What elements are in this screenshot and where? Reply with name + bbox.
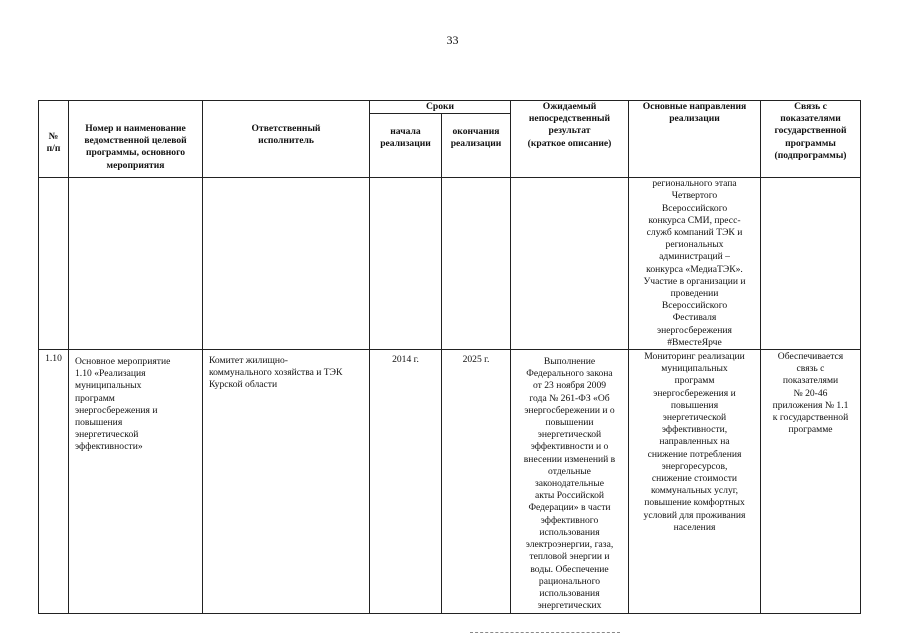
table-row <box>39 178 861 350</box>
header-start: начала реализации <box>370 114 442 178</box>
program-table <box>38 100 861 614</box>
row-link: Обеспечивается связь с показателями № 20-46 приложения № 1.1 к государственной программе <box>761 350 861 614</box>
row-num <box>39 178 69 350</box>
header-result: Ожидаемый непосредственный результат (краткое описание) <box>511 101 629 178</box>
header-link: Связь с показателями государственной программы (подпрограммы) <box>761 101 861 178</box>
row-num: 1.10 <box>39 350 69 614</box>
row-executor: Комитет жилищно- коммунального хозяйства и ТЭК Курской области <box>203 350 370 614</box>
row-end: 2025 г. <box>442 350 511 614</box>
row-name: Основное мероприятие 1.10 «Реализация муниципальных программ энергосбережения и повышения энергетической эффективности» <box>69 350 203 614</box>
header-terms: Сроки <box>370 101 511 114</box>
header-end: окончания реализации <box>442 114 511 178</box>
header-executor: Ответственный исполнитель <box>203 101 370 178</box>
row-start: 2014 г. <box>370 350 442 614</box>
row-link <box>761 178 861 350</box>
row-end <box>442 178 511 350</box>
row-executor <box>203 178 370 350</box>
row-start <box>370 178 442 350</box>
scan-edge-mark <box>470 632 620 635</box>
header-name: Номер и наименование ведомственной целевой программы, основного мероприятия <box>69 101 203 178</box>
row-result: Выполнение Федерального закона от 23 ноября 2009 года № 261-ФЗ «Об энергосбережении и о повышении энергетической эффективности и о внесении изменений в отдельные законодательные акты Российской Федерации» в части эффективного использования электроэнергии, газа, тепловой энергии и воды. Обеспечение рационального использования энергетических <box>511 350 629 614</box>
row-directions: Мониторинг реализации муниципальных программ энергосбережения и повышения энергетической эффективности, направленных на снижение потребления энергоресурсов, снижение стоимости коммунальных услуг, повышение комфортных условий для проживания населения <box>629 350 761 614</box>
row-directions: регионального этапа Четвертого Всероссийского конкурса СМИ, пресс- служб компаний ТЭК и региональных администраций – конкурса «МедиаТЭК». Участие в организации и проведении Всероссийского Фестиваля энергосбережения #ВместеЯрче <box>629 178 761 350</box>
header-directions: Основные направления реализации <box>629 101 761 178</box>
row-name <box>69 178 203 350</box>
header-num: № п/п <box>39 101 69 178</box>
row-result <box>511 178 629 350</box>
page-number: 33 <box>446 33 459 47</box>
table-row <box>39 350 861 614</box>
